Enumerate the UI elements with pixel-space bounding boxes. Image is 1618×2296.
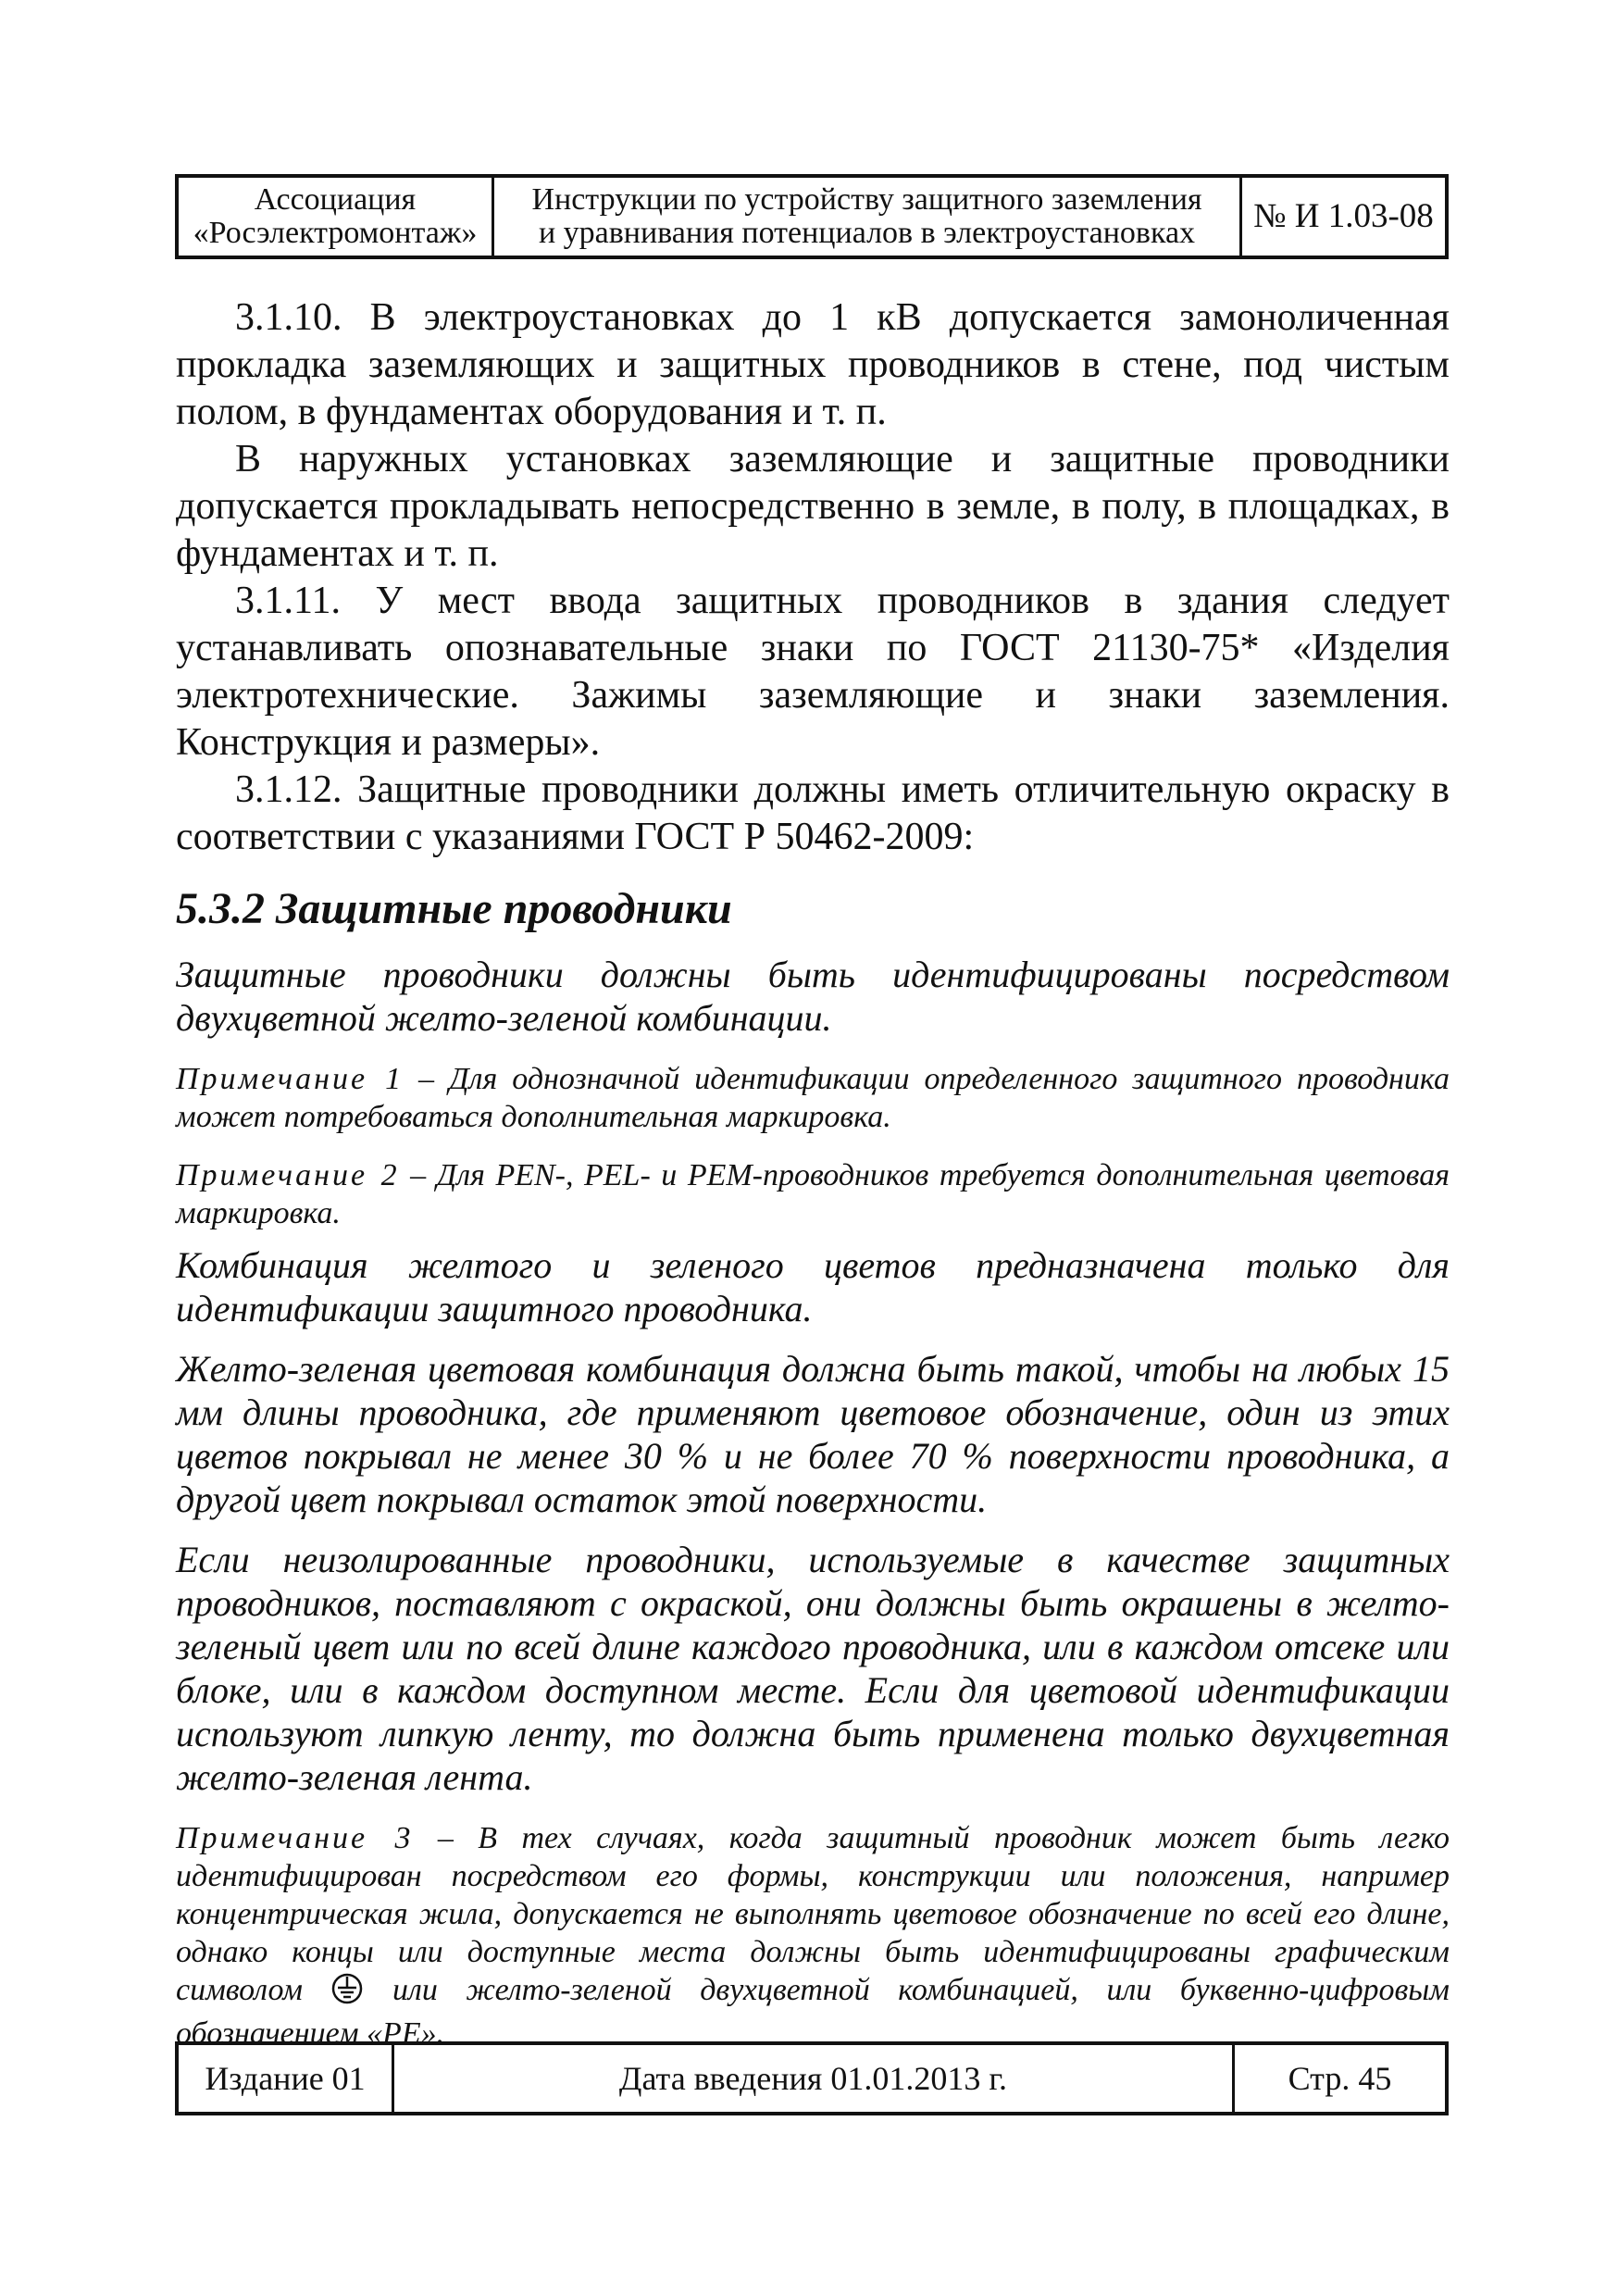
note-1-label: Примечание 1 [176, 1062, 404, 1096]
footer-table [175, 2041, 1449, 2115]
header-org-line2: «Росэлектромонтаж» [193, 216, 478, 250]
note-1 [176, 1060, 1450, 1136]
paragraph-3-1-11: 3.1.11. У мест ввода защитных проводников в здания следует устанавливать опознавательные знаки по ГОСТ 21130-75* «Изделия электротехнические. Зажимы заземляющие и знаки заземления. Конструкция и размеры». [176, 580, 1450, 764]
page-content [176, 294, 1450, 2053]
section-heading: 5.3.2 Защитные проводники [176, 884, 732, 933]
note-2 [176, 1156, 1450, 1232]
section-text-3: Желто-зеленая цветовая комбинация должна быть такой, чтобы на любых 15 мм длины проводника, где применяют цветовое обозначение, один из этих цветов покрывал не менее 30 % и не более 70 % поверхности проводника, а другой цвет покрывал остаток этой поверхности. [176, 1348, 1450, 1520]
note-3 [176, 1819, 1450, 2053]
note-2-text: – Для PEN-, PEL- и PEM-проводников требуется дополнительная цветовая маркировка. [176, 1158, 1450, 1230]
ground-symbol-icon [330, 1972, 364, 2015]
header-title-line1: Инструкции по устройству защитного заземления [531, 182, 1202, 217]
note-2-label: Примечание 2 [176, 1158, 400, 1192]
paragraph-outdoor-installations: В наружных установках заземляющие и защитные проводники допускается прокладывать непосредственно в земле, в полу, в площадках, в фундаментах и т. п. [176, 438, 1450, 575]
footer-page-number: Стр. 45 [1232, 2045, 1445, 2112]
header-title-cell [492, 178, 1239, 256]
paragraph-3-1-12: 3.1.12. Защитные проводники должны иметь отличительную окраску в соответствии с указаниями ГОСТ Р 50462-2009: [176, 768, 1450, 858]
note-3-text-a: – В тех случаях, когда защитный проводник может быть легко идентифицирован посредством его формы, конструкции или положения, например концентрическая жила, допускается не выполнять цветовое обозначение по всей его длине, однако концы или доступные места должны быть идентифицированы графическим символом [176, 1821, 1450, 2007]
section-text-1: Защитные проводники должны быть идентифицированы посредством двухцветной желто-зеленой комбинации. [176, 954, 1450, 1039]
header-doc-number-cell [1239, 178, 1445, 256]
header-title-line2: и уравнивания потенциалов в электроустановках [538, 216, 1196, 250]
note-1-text: – Для однозначной идентификации определенного защитного проводника может потребоваться дополнительная маркировка. [176, 1062, 1450, 1134]
note-3-text-b: или желто-зеленой двухцветной комбинацией, или буквенно-цифровым обозначением «PE». [176, 1973, 1450, 2051]
header-doc-number: № И 1.03-08 [1253, 197, 1434, 235]
footer-date: Дата введения 01.01.2013 г. [392, 2045, 1232, 2112]
section-text-2: Комбинация желтого и зеленого цветов предназначена только для идентификации защитного проводника. [176, 1244, 1450, 1329]
header-org-cell [179, 178, 492, 256]
footer-edition: Издание 01 [205, 2060, 366, 2097]
section-text-4: Если неизолированные проводники, используемые в качестве защитных проводников, поставляют с окраской, они должны быть окрашены в желто-зеленый цвет или по всей длине каждого проводника, или в каждом отсеке или блоке, или в каждом доступном месте. Если для цветовой идентификации используют липкую ленту, то должна быть применена только двухцветная желто-зеленая лента. [176, 1539, 1450, 1798]
note-3-label: Примечание 3 [176, 1821, 414, 1855]
paragraph-3-1-10: 3.1.10. В электроустановках до 1 кВ допускается замоноличенная прокладка заземляющих и защитных проводников в стене, под чистым полом, в фундаментах оборудования и т. п. [176, 296, 1450, 433]
header-org-line1: Ассоциация [254, 182, 417, 217]
header-table [175, 174, 1449, 259]
